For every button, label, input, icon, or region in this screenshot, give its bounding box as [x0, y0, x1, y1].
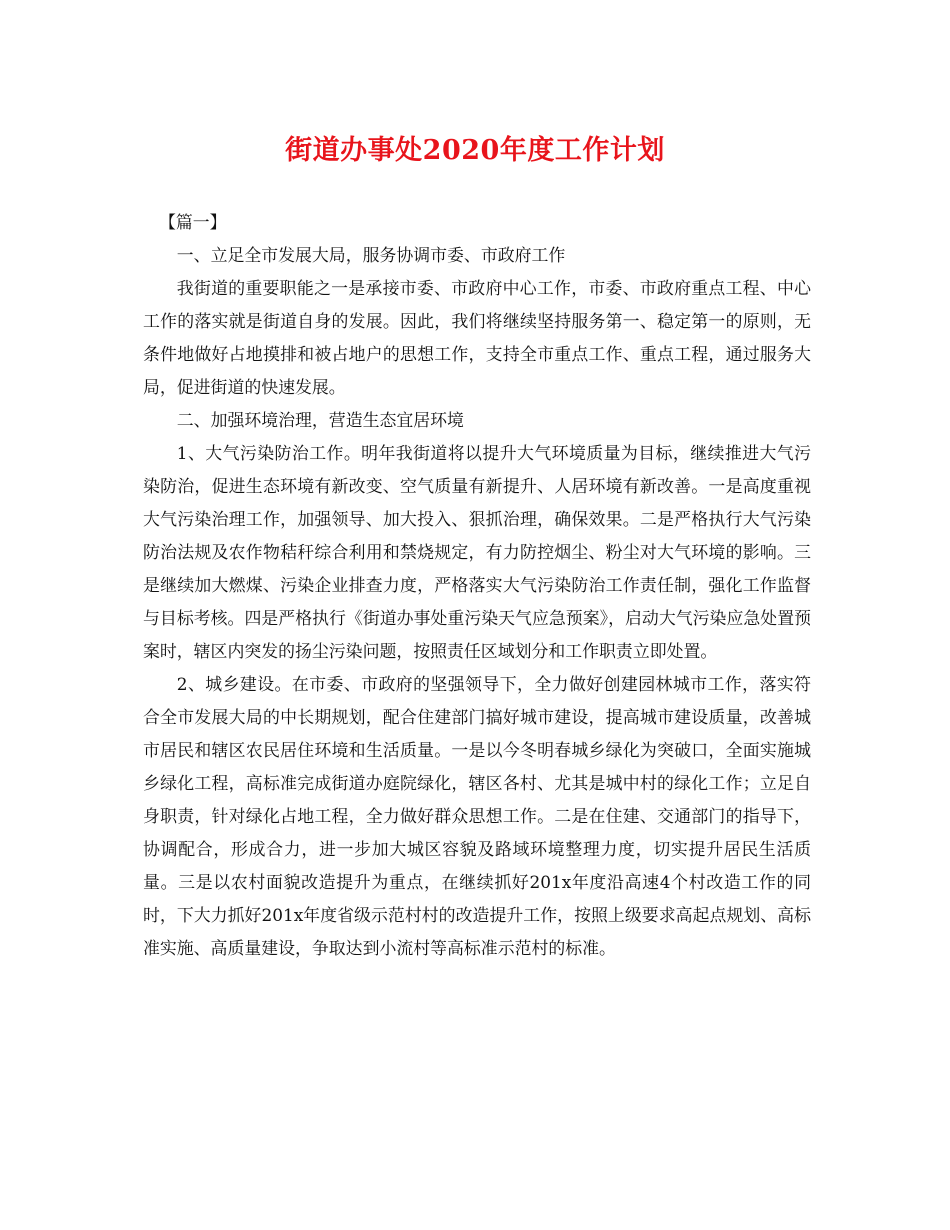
- body-paragraph: 1、大气污染防治工作。明年我街道将以提升大气环境质量为目标，继续推进大气污染防治，促进生态环境有新改变、空气质量有新提升、人居环境有新改善。一是高度重视大气污染治理工作，加强领导、加大投入、狠抓治理，确保效果。二是严格执行大气污染防治法规及农作物秸秆综合利用和禁烧规定，有力防控烟尘、粉尘对大气环境的影响。三是继续加大燃煤、污染企业排查力度，严格落实大气污染防治工作责任制，强化工作监督与目标考核。四是严格执行《街道办事处重污染天气应急预案》，启动大气污染应急处置预案时，辖区内突发的扬尘污染问题，按照责任区域划分和工作职责立即处置。: [143, 443, 811, 661]
- body-paragraph: 2、城乡建设。在市委、市政府的坚强领导下，全力做好创建园林城市工作，落实符合全市发展大局的中长期规划，配合住建部门搞好城市建设，提高城市建设质量，改善城市居民和辖区农民居住环境和生活质量。一是以今冬明春城乡绿化为突破口，全面实施城乡绿化工程，高标准完成街道办庭院绿化，辖区各村、尤其是城中村的绿化工作；立足自身职责，针对绿化占地工程，全力做好群众思想工作。二是在住建、交通部门的指导下，协调配合，形成合力，进一步加大城区容貌及路域环境整理力度，切实提升居民生活质量。三是以农村面貌改造提升为重点，在继续抓好201x年度沿高速4个村改造工作的同时，下大力抓好201x年度省级示范村村的改造提升工作，按照上级要求高起点规划、高标准实施、高质量建设，争取达到小流村等高标准示范村的标准。: [143, 674, 811, 958]
- document-title: 街道办事处2020年度工作计划: [285, 135, 665, 166]
- section-tag: 【篇一】: [159, 212, 227, 232]
- heading-paragraph: 二、加强环境治理，营造生态宜居环境: [176, 410, 464, 430]
- document-body: [143, 206, 811, 965]
- body-paragraph: 我街道的重要职能之一是承接市委、市政府中心工作，市委、市政府重点工程、中心工作的落实就是街道自身的发展。因此，我们将继续坚持服务第一、稳定第一的原则，无条件地做好占地摸排和被占地户的思想工作，支持全市重点工作、重点工程，通过服务大局，促进街道的快速发展。: [143, 278, 811, 397]
- heading-paragraph: 一、立足全市发展大局，服务协调市委、市政府工作: [176, 245, 566, 265]
